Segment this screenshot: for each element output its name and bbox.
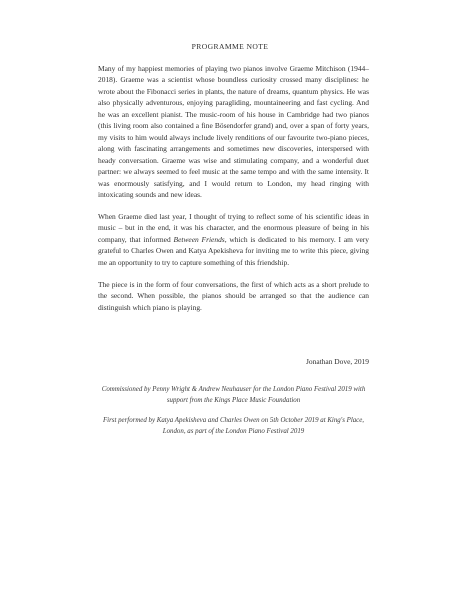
programme-note-body [98,63,369,324]
premiere-note: First performed by Katya Apekisheva and Charles Owen on 5th October 2019 at King's Place, London, as part of the London Piano Festival 2019 [102,417,365,435]
paragraph-dedication-text-1: When Graeme died last year, I thought of trying to reflect some of his scientific ideas in music – but in the end, it was his character, and the enormous pleasure of being in his company, that informed [98,211,369,244]
work-title: Between Friends [173,234,225,244]
paragraph-form: The piece is in the form of four conversations, the first of which acts as a short prelude to the second. When possible, the pianos should be arranged so that the audience can distinguish which piano is playing. [98,279,369,312]
author-signature: Jonathan Dove, 2019 [305,357,369,366]
paragraph-dedication [98,211,369,268]
paragraph-dedication-text-2: , which is dedicated to his memory. I am very grateful to Charles Owen and Katya Apekisheva for inviting me to write this piece, giving me an opportunity to try to capture something of this friendship. [98,234,369,267]
commission-note: Commissioned by Penny Wright & Andrew Neuhauser for the London Piano Festival 2019 with support from the Kings Place Music Foundation [101,386,366,404]
paragraph-memories: Many of my happiest memories of playing two pianos involve Graeme Mitchison (1944–2018). Graeme was a scientist whose boundless curiosity crossed many disciplines: he wrote about the Fibonacci series in plants, the nature of dreams, quantum physics. He was also physically adventurous, enjoying paragliding, mountaineering and fast cycling. And he was an excellent pianist. The music-room of his house in Cambridge had two pianos (this living room also contained a fine Bösendorfer grand) and, over a span of forty years, my visits to him would always include lively renditions of our favourite two-piano pieces, along with fascinating arrangements and sometimes new discoveries, interspersed with heady conversation. Graeme was wise and stimulating company, and a wonderful duet partner: we always seemed to feel music at the same tempo and with the same intensity. It was enormously satisfying, and I would return to London, my head ringing with intoxicating sounds and new ideas. [98,64,369,199]
page-title: PROGRAMME NOTE [191,42,269,51]
credits-block [98,384,369,446]
